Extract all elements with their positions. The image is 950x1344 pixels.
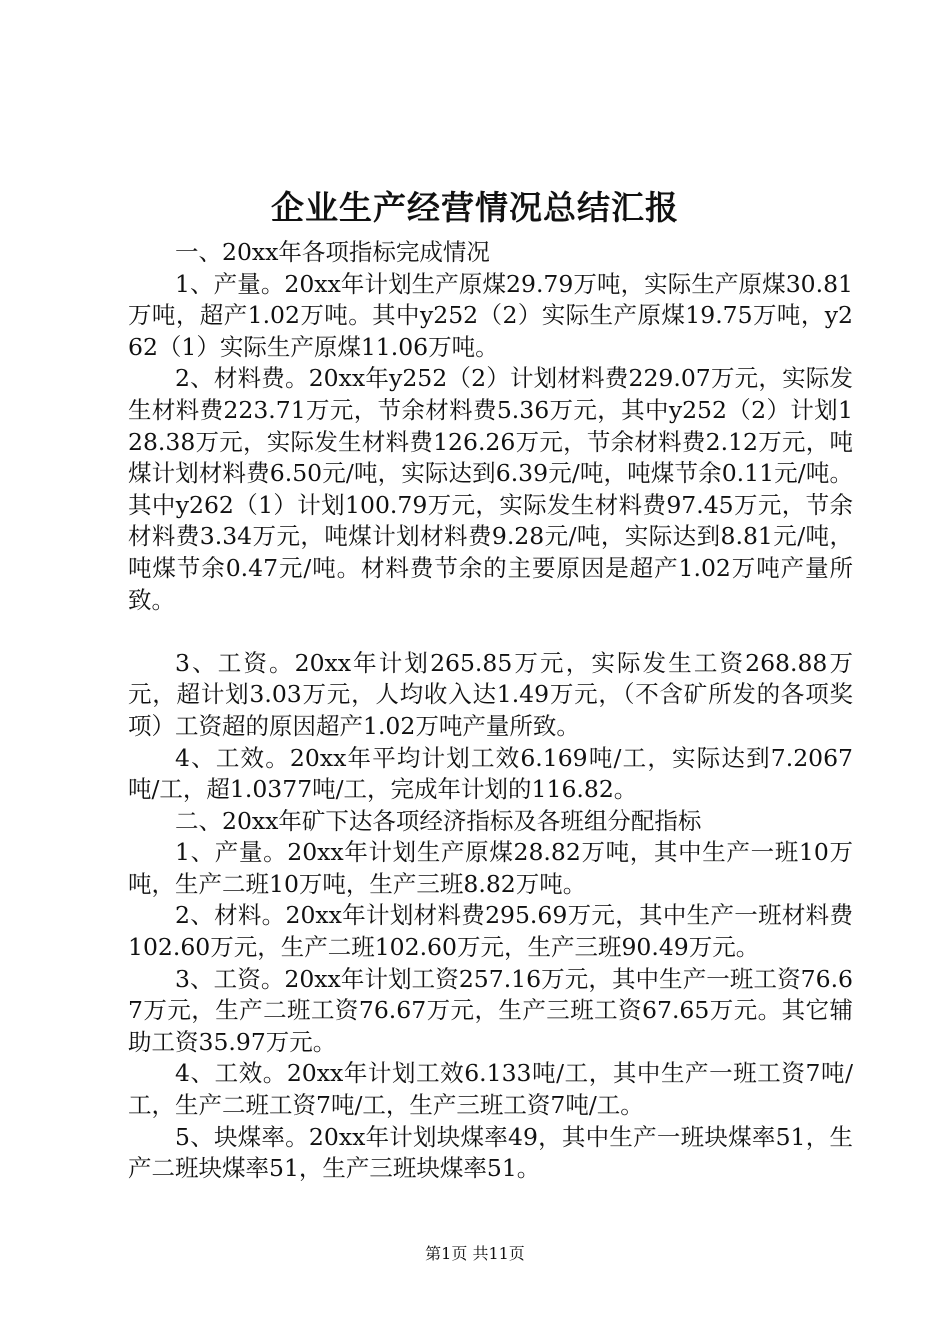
paragraph-wages: 3、工资。20xx年计划265.85万元，实际发生工资268.88万元，超计划3.03万元，人均收入达1.49万元，（不含矿所发的各项奖项）工资超的原因超产1.02万吨产量所致。 [128,648,853,740]
paragraph-lump-coal-rate: 5、块煤率。20xx年计划块煤率49，其中生产一班块煤率51，生产二班块煤率51，生产三班块煤率51。 [128,1122,853,1183]
document-body [128,237,853,1185]
paragraph-output: 1、产量。20xx年计划生产原煤29.79万吨，实际生产原煤30.81万吨，超产1.02万吨。其中y252（2）实际生产原煤19.75万吨，y262（1）实际生产原煤11.06万吨。 [128,269,853,361]
paragraph-plan-output: 1、产量。20xx年计划生产原煤28.82万吨，其中生产一班10万吨，生产二班10万吨，生产三班8.82万吨。 [128,838,853,898]
section-heading-1: 一、20xx年各项指标完成情况 [175,238,490,266]
section-heading-2: 二、20xx年矿下达各项经济指标及各班组分配指标 [175,806,702,835]
paragraph-plan-material: 2、材料。20xx年计划材料费295.69万元，其中生产一班材料费102.60万元，生产二班102.60万元，生产三班90.49万元。 [128,901,853,962]
paragraph-efficiency: 4、工效。20xx年平均计划工效6.169吨/工，实际达到7.2067吨/工，超1.0377吨/工，完成年计划的116.82。 [128,743,853,804]
paragraph-material-cost: 2、材料费。20xx年y252（2）计划材料费229.07万元，实际发生材料费223.71万元，节余材料费5.36万元，其中y252（2）计划128.38万元，实际发生材料费126.26万元，节余材料费2.12万元，吨煤计划材料费6.50元/吨，实际达到6.39元/吨，吨煤节余0.11元/吨。其中y262（1）计划100.79万元，实际发生材料费97.45万元，节余材料费3.34万元，吨煤计划材料费9.28元/吨，实际达到8.81元/吨，吨煤节余0.47元/吨。材料费节余的主要原因是超产1.02万吨产量所致。 [128,364,853,614]
paragraph-plan-efficiency: 4、工效。20xx年计划工效6.133吨/工，其中生产一班工资7吨/工，生产二班工资7吨/工，生产三班工资7吨/工。 [128,1059,853,1120]
page-number-footer: 第1页 共11页 [425,1244,525,1263]
document-title: 企业生产经营情况总结汇报 [271,188,679,227]
paragraph-plan-wages: 3、工资。20xx年计划工资257.16万元，其中生产一班工资76.67万元，生产二班工资76.67万元，生产三班工资67.65万元。其它辅助工资35.97万元。 [128,964,853,1056]
